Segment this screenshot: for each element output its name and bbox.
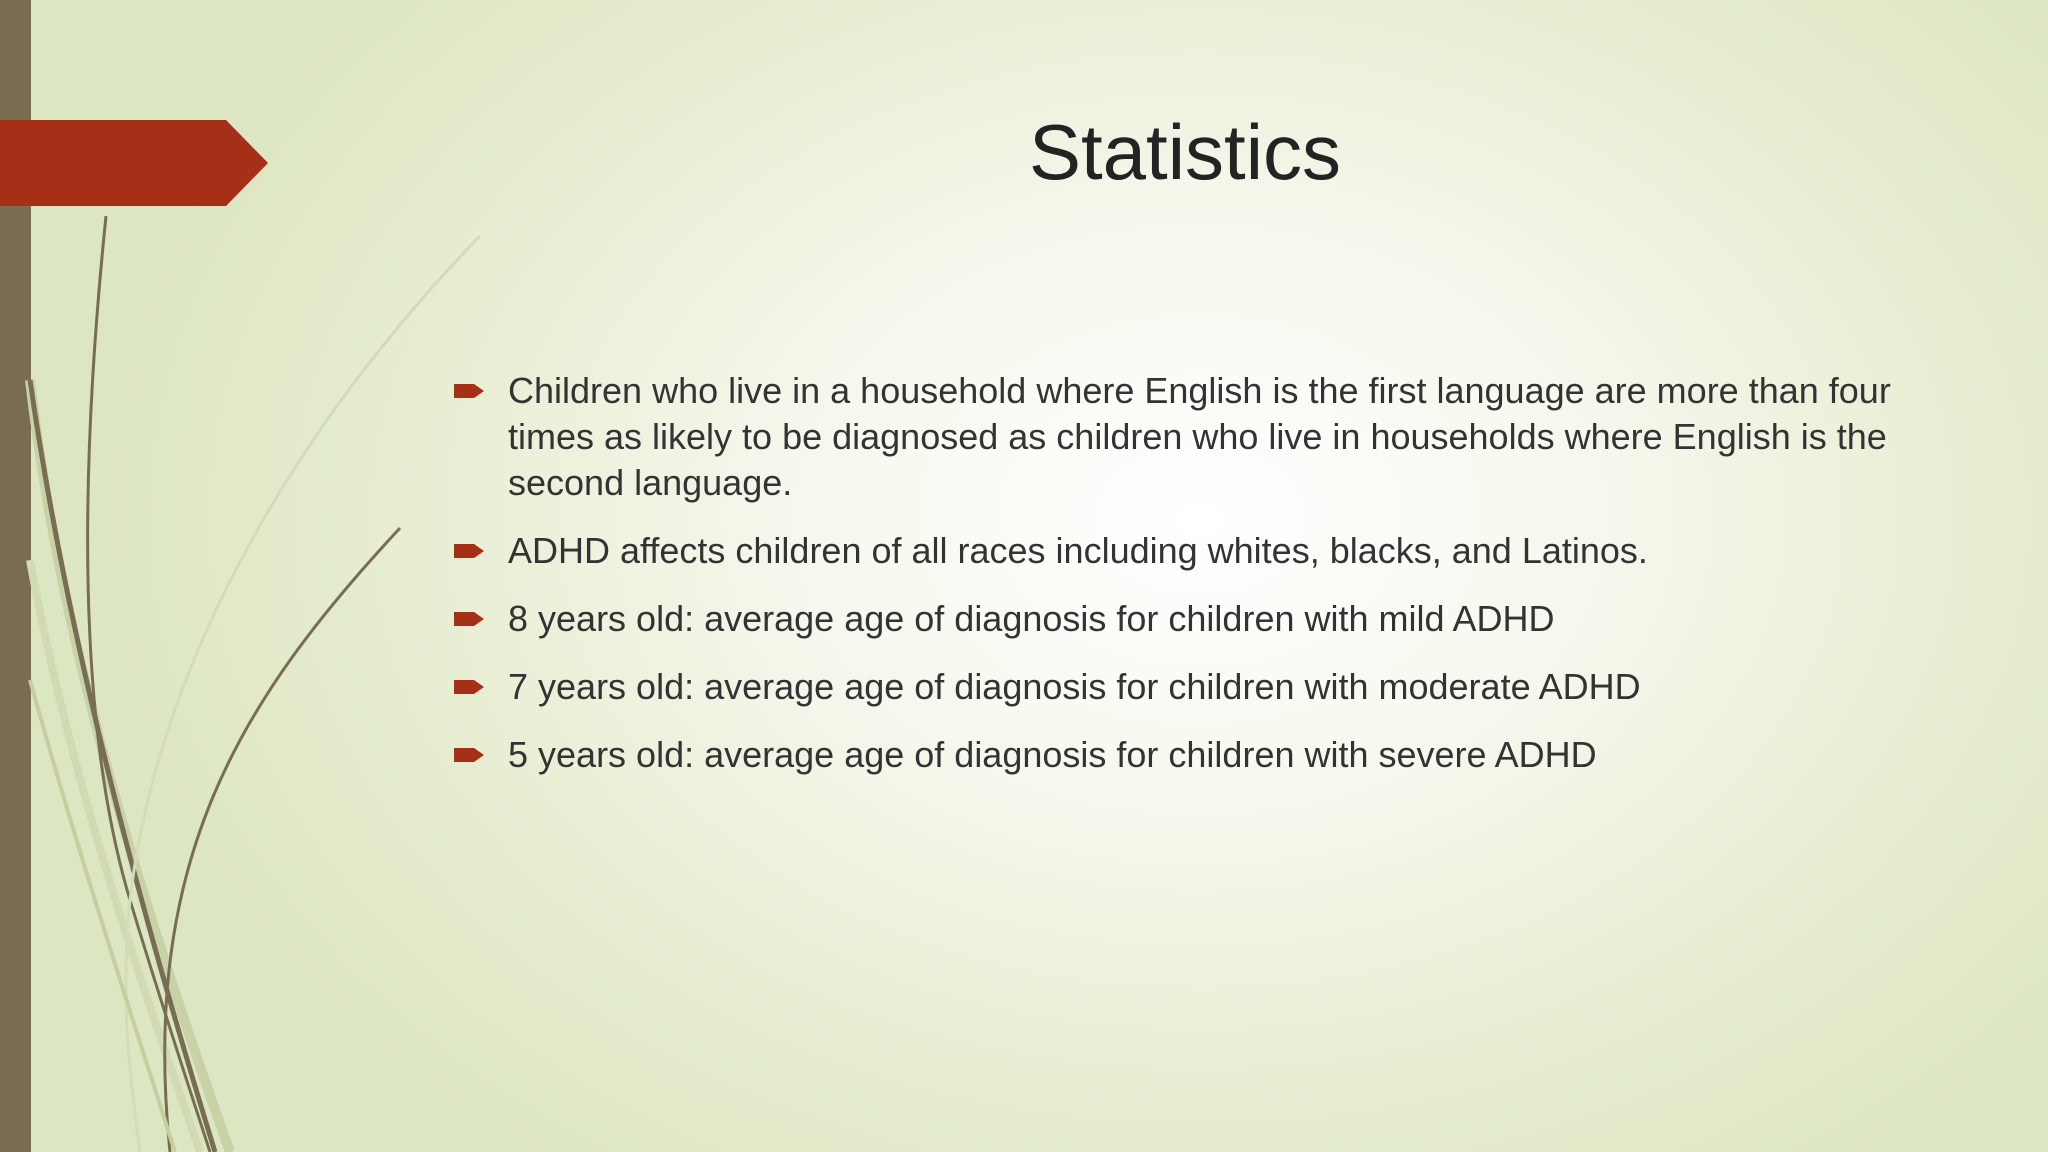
bullet-item	[450, 732, 1930, 778]
bullet-text: 5 years old: average age of diagnosis for children with severe ADHD	[508, 734, 1597, 775]
bullet-text: 8 years old: average age of diagnosis for children with mild ADHD	[508, 598, 1555, 639]
arrow-bullet-icon	[454, 609, 484, 629]
grass-curve	[30, 560, 200, 1152]
bullet-list	[450, 368, 1930, 800]
title-accent-tab	[0, 120, 270, 206]
bullet-text: 7 years old: average age of diagnosis for children with moderate ADHD	[508, 666, 1641, 707]
slide-title: Statistics	[1028, 108, 1342, 196]
bullet-item	[450, 596, 1930, 642]
bullet-text: Children who live in a household where English is the first language are more than four times as likely to be diagnosed as children who live in households where English is the second language.	[508, 370, 1891, 503]
bullet-item	[450, 664, 1930, 710]
arrow-bullet-icon	[454, 745, 484, 765]
bullet-item	[450, 528, 1930, 574]
arrow-bullet-icon	[454, 541, 484, 561]
bullet-item	[450, 368, 1930, 506]
arrow-bullet-icon	[454, 381, 484, 401]
arrow-bullet-icon	[454, 677, 484, 697]
grass-curve	[30, 380, 230, 1152]
bullet-text: ADHD affects children of all races including whites, blacks, and Latinos.	[508, 530, 1648, 571]
